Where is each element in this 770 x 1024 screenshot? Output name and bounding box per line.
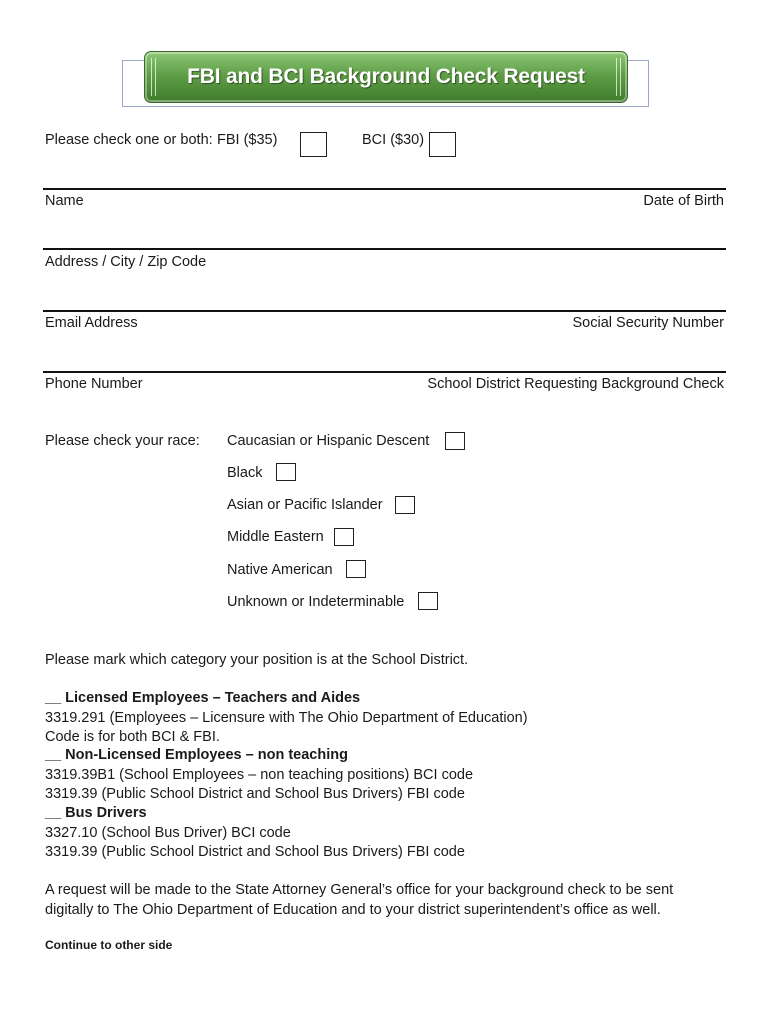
bus-line: 3327.10 (School Bus Driver) BCI code — [45, 825, 291, 841]
address-label: Address / City / Zip Code — [45, 254, 207, 270]
bci-label: BCI ($30) — [362, 132, 425, 148]
nonlicensed-line: 3319.39 (Public School District and School Bus Drivers) FBI code — [45, 786, 465, 802]
dob-label: Date of Birth — [643, 193, 724, 209]
notice-line: A request will be made to the State Attorney General’s office for your background check to be sent — [45, 882, 674, 898]
race-checkbox-unknown[interactable] — [418, 592, 438, 610]
licensed-line: 3319.291 (Employees – Licensure with The Ohio Department of Education) — [45, 710, 528, 726]
race-checkbox-native-american[interactable] — [346, 560, 366, 578]
name-line — [43, 188, 726, 190]
nonlicensed-line: 3319.39B1 (School Employees – non teaching positions) BCI code — [45, 767, 474, 783]
district-label: School District Requesting Background Check — [427, 376, 724, 392]
notice-line: digitally to The Ohio Department of Education and to your district superintendent’s office as well. — [45, 902, 661, 918]
race-checkbox-caucasian-hispanic[interactable] — [445, 432, 465, 450]
email-label: Email Address — [45, 315, 138, 331]
email-line — [43, 310, 726, 312]
race-checkbox-black[interactable] — [276, 463, 296, 481]
name-label: Name — [45, 193, 84, 209]
fbi-checkbox[interactable] — [300, 132, 327, 157]
address-line — [43, 248, 726, 250]
fbi-label: FBI ($35) — [217, 132, 278, 148]
bus-heading: __ Bus Drivers — [45, 805, 147, 821]
race-option-label: Unknown or Indeterminable — [227, 594, 405, 610]
race-option-label: Black — [227, 465, 263, 481]
phone-line — [43, 371, 726, 373]
race-option-label: Asian or Pacific Islander — [227, 497, 383, 513]
ssn-label: Social Security Number — [572, 315, 724, 331]
nonlicensed-heading: __ Non-Licensed Employees – non teaching — [45, 747, 348, 763]
race-option-label: Native American — [227, 562, 333, 578]
licensed-heading: __ Licensed Employees – Teachers and Aides — [45, 690, 361, 706]
race-checkbox-middle-eastern[interactable] — [334, 528, 354, 546]
page-title: FBI and BCI Background Check Request — [187, 65, 585, 88]
category-prompt: Please mark which category your position is at the School District. — [45, 652, 469, 668]
race-prompt: Please check your race: — [45, 433, 200, 449]
race-option-label: Caucasian or Hispanic Descent — [227, 433, 430, 449]
phone-label: Phone Number — [45, 376, 143, 392]
race-checkbox-asian-pacific[interactable] — [395, 496, 415, 514]
title-banner — [144, 51, 628, 103]
race-option-label: Middle Eastern — [227, 529, 324, 545]
check-prompt: Please check one or both: — [45, 132, 213, 148]
licensed-line: Code is for both BCI & FBI. — [45, 729, 220, 745]
continue-note: Continue to other side — [45, 938, 173, 952]
bus-line: 3319.39 (Public School District and School Bus Drivers) FBI code — [45, 844, 465, 860]
bci-checkbox[interactable] — [429, 132, 456, 157]
